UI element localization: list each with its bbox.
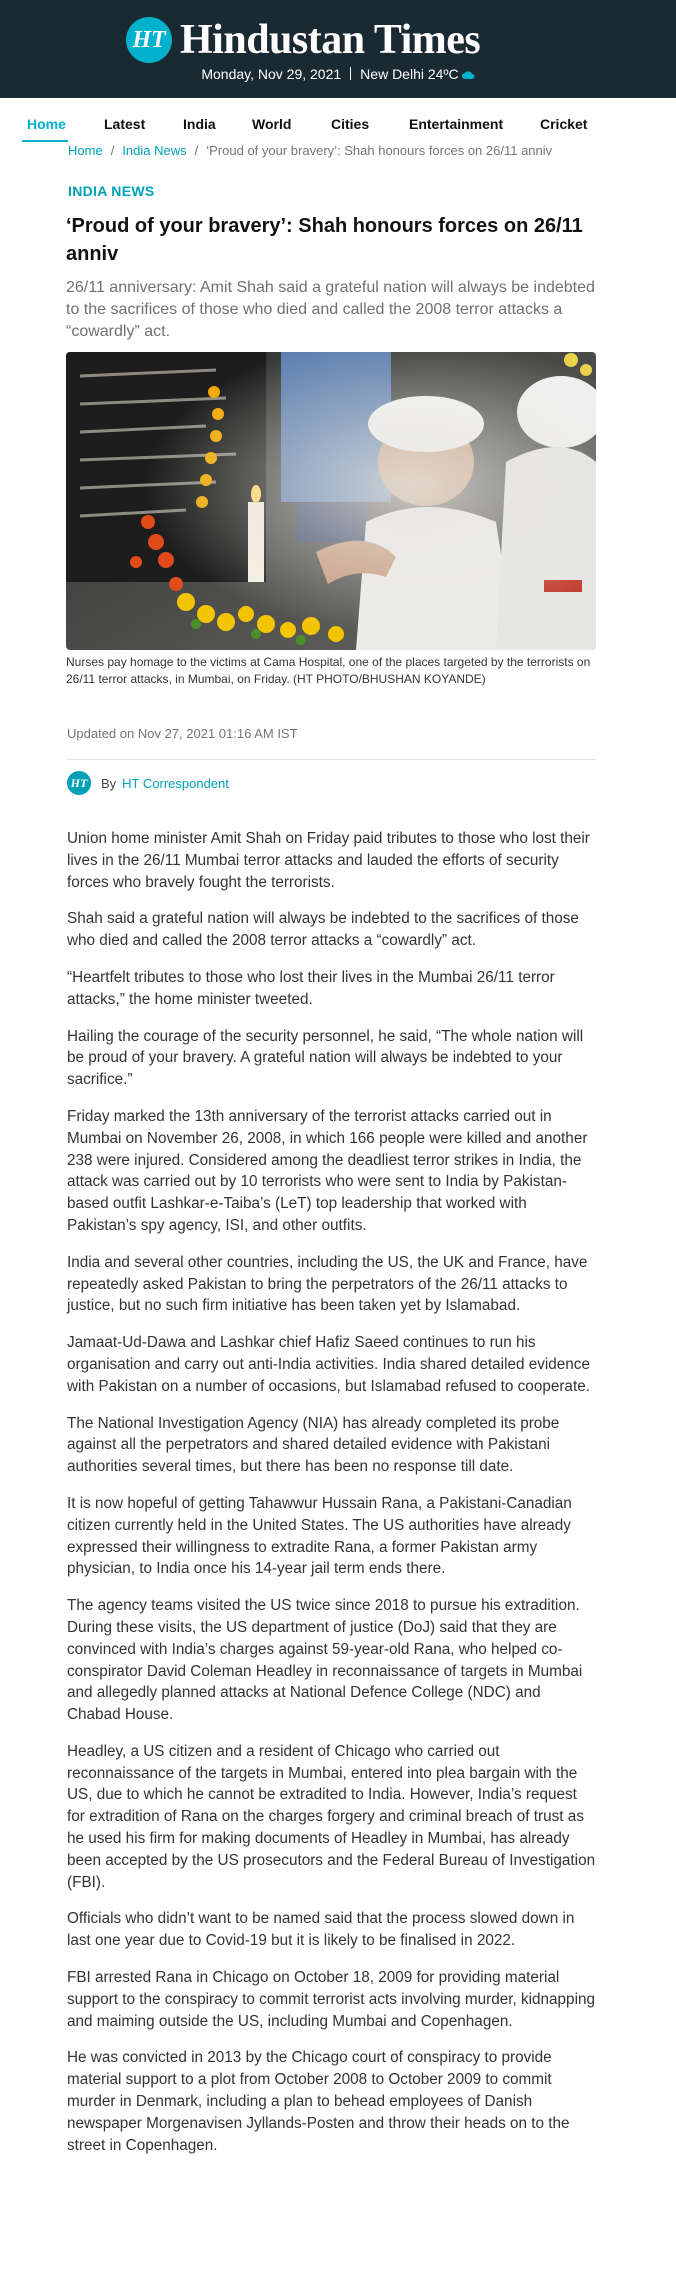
divider (67, 759, 596, 760)
divider (350, 67, 351, 80)
paragraph: Union home minister Amit Shah on Friday paid tributes to those who lost their lives in the 26/11 Mumbai terror attacks and lauded the efforts of security forces who bravely fought the terrorists. (67, 830, 590, 891)
paragraph: He was convicted in 2013 by the Chicago court of conspiracy to provide material support to a plot from October 2008 to October 2009 to commit murder in Denmark, including a plan to behead employees of Danish newspaper Morgenavisen Jyllands-Posten and throw their heads on to the street in Copenhagen. (67, 2049, 570, 2154)
hero-image (66, 352, 596, 650)
paragraph: Hailing the courage of the security personnel, he said, “The whole nation will be proud of your bravery. A grateful nation will always be indebted to your sacrifice.” (67, 1027, 584, 1089)
paragraph: Shah said a grateful nation will always be indebted to the sacrifices of those who died and called the 2008 terror attacks a “cowardly” act. (67, 910, 579, 950)
paragraph: The National Investigation Agency (NIA) has already completed its probe against all the perpetrators and shared detailed evidence with Pakistani authorities several times, but there has been no response till date. (67, 1414, 560, 1476)
paragraph: Headley, a US citizen and a resident of Chicago who carried out reconnaissance of the targets in Mumbai, entered into plea bargain with the US, due to which he cannot be extradited to India. However, India’s request for extradition of Rana on the charges forgery and criminal breach of trust as he used his firm for making documents of Headley in Mumbai, has already been accepted by the US prosecutors and the Federal Bureau of Investigation (FBI). (67, 1742, 596, 1891)
hero-photo (66, 352, 596, 650)
paragraph: FBI arrested Rana in Chicago on October 18, 2009 for providing material support to the conspiracy to commit terrorist acts involving murder, kidnapping and maiming outside the US, including Mumbai and Copenhagen. (67, 1969, 595, 2030)
author-link[interactable]: HT Correspondent (122, 775, 229, 791)
byline (67, 771, 229, 795)
paragraph: It is now hopeful of getting Tahawwur Hussain Rana, a Pakistani-Canadian citizen currently held in the United States. The US authorities have already expressed their willingness to extradite Rana, a former Pakistan army physician, to India once his 14-year jail term ends there. (67, 1494, 572, 1578)
weather-text: New Delhi 24ºC (360, 66, 459, 82)
nav-cities[interactable]: Cities (331, 116, 370, 132)
paragraph: Jamaat-Ud-Dawa and Lashkar chief Hafiz Saeed continues to run his organisation and carry out anti-India activities. India shared detailed evidence with Pakistan on a number of occasions, but Islamabad refused to cooperate. (67, 1334, 590, 1395)
page-title: ‘Proud of your bravery’: Shah honours forces on 26/11 anniv (66, 215, 583, 265)
site-logo[interactable] (126, 17, 480, 63)
site-header (0, 0, 676, 98)
paragraph: The agency teams visited the US twice since 2018 to pursue his extradition. During these visits, the US department of justice (DoJ) said that they are convinced with India’s charges against 59-year-old Rana, who helped co-conspirator David Coleman Headley in reconnaissance of targets in Mumbai and allegedly planned attacks at National Defence College (NDC) and Chabad House. (67, 1597, 583, 1724)
main-nav (0, 108, 676, 142)
breadcrumb (68, 143, 608, 158)
byline-label: By (101, 775, 117, 791)
nav-world[interactable]: World (252, 116, 292, 132)
breadcrumb-home[interactable]: Home (68, 143, 103, 158)
article-summary: 26/11 anniversary: Amit Shah said a grateful nation will always be indebted to the sacrifices of those who died and called the 2008 terror attacks a “cowardly” act. (66, 279, 595, 340)
dateline (0, 64, 676, 84)
section-label[interactable]: INDIA NEWS (68, 183, 155, 199)
nav-india[interactable]: India (183, 116, 216, 132)
paragraph: Friday marked the 13th anniversary of the terrorist attacks carried out in Mumbai on November 26, 2008, in which 166 people were killed and another 238 were injured. Considered among the deadliest terror strikes in India, the attack was carried out by 10 terrorists who were sent to India by Pakistan-based outfit Lashkar-e-Taiba’s (LeT) top leadership that worked with Pakistan’s spy agency, ISI, and other outfits. (67, 1107, 588, 1234)
nav-home[interactable]: Home (27, 116, 66, 132)
image-caption: Nurses pay homage to the victims at Cama Hospital, one of the places targeted by the terrorists on 26/11 terror attacks, in Mumbai, on Friday. (HT PHOTO/BHUSHAN KOYANDE) (66, 655, 591, 686)
updated-timestamp: Updated on Nov 27, 2021 01:16 AM IST (67, 726, 298, 741)
active-tab-indicator (22, 140, 68, 142)
author-avatar: HT (67, 771, 91, 795)
breadcrumb-india-news[interactable]: India News (122, 143, 187, 158)
paragraph: India and several other countries, including the US, the UK and France, have repeatedly asked Pakistan to bring the perpetrators of the 26/11 attacks to justice, but no such firm initiative has been taken yet by Islamabad. (67, 1253, 588, 1315)
cloud-icon (462, 71, 475, 79)
nav-cricket[interactable]: Cricket (540, 116, 588, 132)
ht-logo-badge: HT (126, 17, 172, 63)
paragraph: “Heartfelt tributes to those who lost their lives in the Mumbai 26/11 terror attacks,” the home minister tweeted. (67, 968, 555, 1008)
current-date: Monday, Nov 29, 2021 (201, 66, 342, 82)
logo-wordmark: Hindustan Times (180, 17, 481, 63)
nav-latest[interactable]: Latest (104, 116, 146, 132)
nav-entertainment[interactable]: Entertainment (409, 116, 504, 132)
breadcrumb-separator: / (110, 143, 115, 158)
breadcrumb-separator: / (194, 143, 199, 158)
paragraph: Officials who didn’t want to be named said that the process slowed down in last one year due to Covid-19 but it is likely to be finalised in 2022. (67, 1910, 575, 1950)
article-body (67, 828, 597, 2171)
breadcrumb-current: ‘Proud of your bravery’: Shah honours forces on 26/11 anniv (206, 143, 553, 158)
